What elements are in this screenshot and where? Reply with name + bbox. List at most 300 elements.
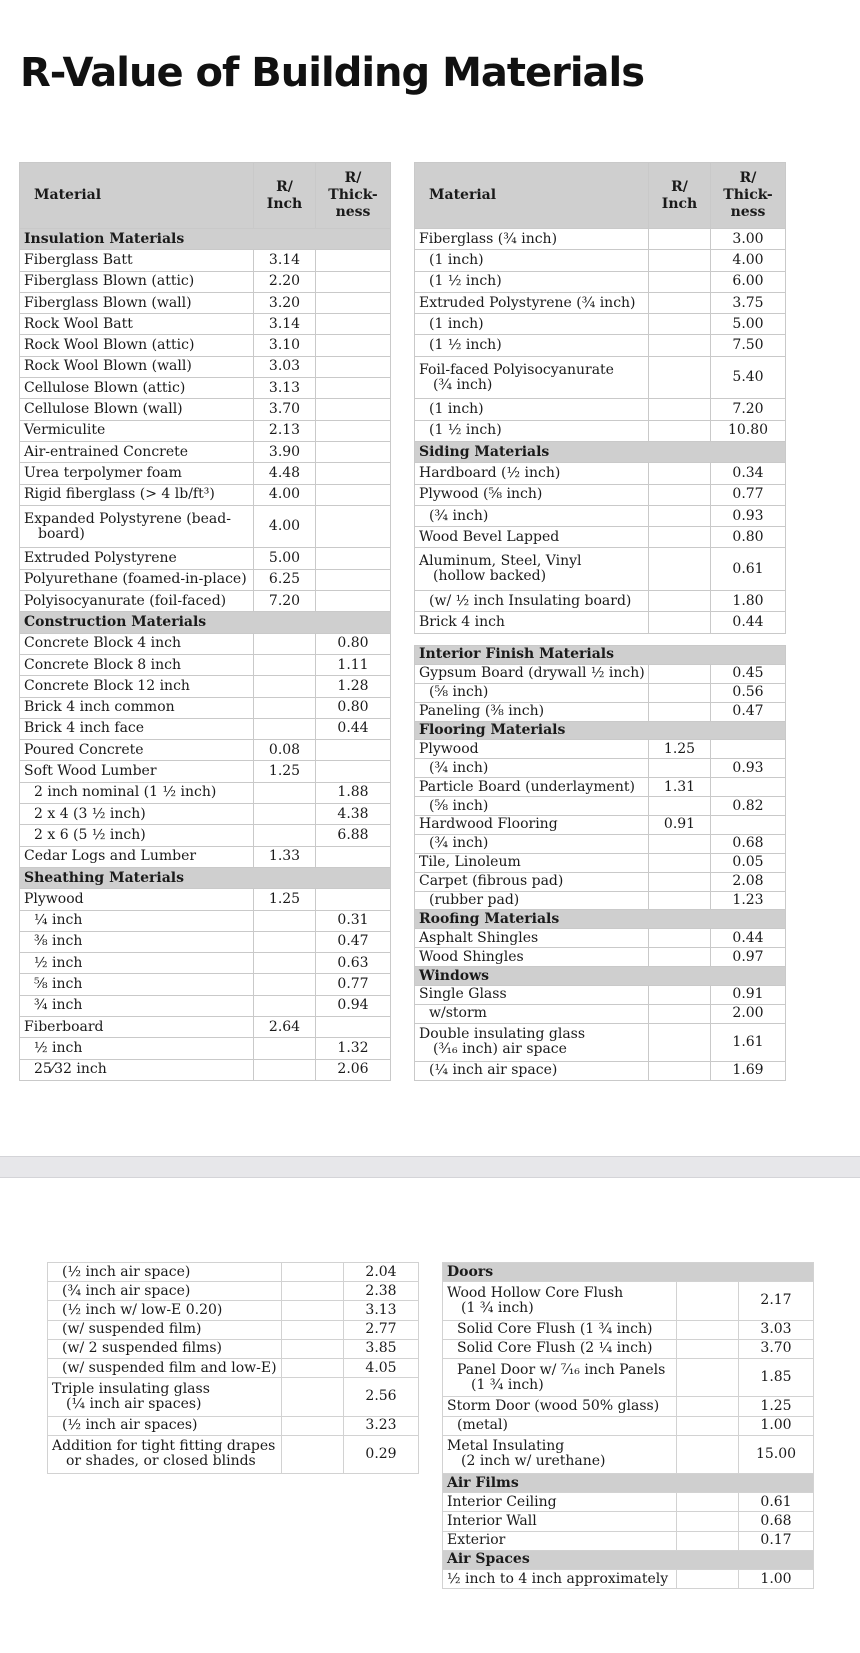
table-row <box>415 1061 786 1080</box>
r-per-thickness-value: 0.56 <box>711 683 786 702</box>
table-row <box>415 797 786 816</box>
table-row <box>415 612 786 633</box>
material-label: (w/ suspended film and low-E) <box>62 1359 277 1376</box>
material-label: Plywood <box>419 740 479 757</box>
r-per-thickness-value: 2.38 <box>344 1282 419 1301</box>
r-per-thickness-value: 7.20 <box>711 399 786 420</box>
r-per-thickness-value <box>316 846 391 867</box>
material-label: Addition for tight fitting drapes <box>52 1438 276 1455</box>
table-row <box>443 1512 814 1531</box>
section-header-row <box>415 967 786 986</box>
table-row <box>415 292 786 313</box>
r-per-inch-value <box>649 505 711 526</box>
material-name <box>20 505 254 548</box>
material-label: Rock Wool Blown (wall) <box>24 358 192 375</box>
r-per-inch-value <box>254 1059 316 1080</box>
material-name <box>415 612 649 633</box>
table-row <box>415 527 786 548</box>
r-per-thickness-value: 3.13 <box>344 1301 419 1320</box>
r-per-inch-value: 2.64 <box>254 1016 316 1037</box>
r-per-thickness-value: 3.00 <box>711 229 786 250</box>
r-per-thickness-value: 0.34 <box>711 463 786 484</box>
section-header-row <box>20 612 391 633</box>
table-row <box>20 250 391 271</box>
material-label: Wood Hollow Core Flush <box>447 1284 624 1301</box>
section-title: Air Films <box>443 1474 814 1493</box>
r-per-thickness-value: 2.04 <box>344 1263 419 1282</box>
material-label: ¼ inch <box>34 912 83 929</box>
r-per-inch-value <box>649 948 711 967</box>
r-per-inch-value <box>649 612 711 633</box>
material-label: Storm Door (wood 50% glass) <box>447 1397 660 1414</box>
section-header-row <box>415 646 786 665</box>
r-per-thickness-value: 2.77 <box>344 1320 419 1339</box>
material-label: Concrete Block 12 inch <box>24 677 190 694</box>
material-name <box>443 1416 677 1435</box>
material-label-continued: (2 inch w/ urethane) <box>461 1453 606 1470</box>
material-name <box>20 250 254 271</box>
r-per-inch-value: 2.20 <box>254 271 316 292</box>
table-row <box>415 399 786 420</box>
material-label: Brick 4 inch common <box>24 699 175 716</box>
material-label: Fiberglass Blown (attic) <box>24 273 195 290</box>
material-label: Concrete Block 8 inch <box>24 656 182 673</box>
r-per-thickness-value <box>316 420 391 441</box>
r-per-inch-value <box>649 314 711 335</box>
section-header-row <box>443 1550 814 1569</box>
r-per-thickness-value: 5.40 <box>711 356 786 399</box>
table-row <box>48 1416 419 1435</box>
material-name <box>20 1016 254 1037</box>
r-per-thickness-value <box>316 484 391 505</box>
r-per-inch-value <box>254 718 316 739</box>
material-name <box>415 271 649 292</box>
material-label: Solid Core Flush (2 ¼ inch) <box>457 1340 653 1357</box>
material-label: (w/ suspended film) <box>62 1321 202 1338</box>
r-per-thickness-value: 3.75 <box>711 292 786 313</box>
material-name <box>20 441 254 462</box>
material-name <box>20 314 254 335</box>
material-name <box>20 740 254 761</box>
material-label: Brick 4 inch <box>419 613 505 630</box>
r-per-thickness-value: 0.97 <box>711 948 786 967</box>
material-label: Rock Wool Blown (attic) <box>24 337 195 354</box>
table-row <box>443 1493 814 1512</box>
table-row <box>415 250 786 271</box>
material-label: (rubber pad) <box>429 892 520 909</box>
material-name <box>20 591 254 612</box>
table-row <box>415 591 786 612</box>
r-per-inch-value <box>254 931 316 952</box>
material-name <box>443 1570 677 1589</box>
material-name <box>415 702 649 721</box>
r-per-thickness-value: 2.06 <box>316 1059 391 1080</box>
r-per-thickness-value <box>316 463 391 484</box>
table-row <box>415 816 786 835</box>
material-name <box>48 1358 282 1377</box>
material-label: Foil-faced Polyisocyanurate <box>419 361 614 378</box>
section-header-row <box>443 1263 814 1282</box>
material-name <box>415 759 649 778</box>
r-per-inch-value <box>649 250 711 271</box>
r-value-table-bottom-left <box>47 1262 419 1474</box>
r-per-thickness-value <box>316 378 391 399</box>
material-name <box>20 974 254 995</box>
table-row <box>20 953 391 974</box>
r-per-inch-value <box>677 1397 739 1416</box>
section-header-row <box>443 1474 814 1493</box>
material-label-continued: (¼ inch air spaces) <box>66 1395 202 1412</box>
material-label: Wood Bevel Lapped <box>419 528 560 545</box>
table-row <box>20 910 391 931</box>
table-row <box>415 948 786 967</box>
material-name <box>415 740 649 759</box>
r-per-inch-value: 4.00 <box>254 505 316 548</box>
r-per-thickness-value: 0.31 <box>316 910 391 931</box>
material-name <box>415 816 649 835</box>
table-row <box>20 995 391 1016</box>
material-label: Expanded Polystyrene (bead- <box>24 510 231 527</box>
r-per-inch-value <box>649 872 711 891</box>
r-per-inch-value <box>677 1320 739 1339</box>
r-per-thickness-value: 1.28 <box>316 676 391 697</box>
material-label: Cellulose Blown (wall) <box>24 401 183 418</box>
table-row <box>20 761 391 782</box>
r-per-thickness-value <box>316 740 391 761</box>
material-name <box>20 654 254 675</box>
r-value-table-left <box>19 162 391 1081</box>
r-per-inch-value <box>649 1023 711 1061</box>
r-per-inch-value <box>649 335 711 356</box>
material-name <box>443 1531 677 1550</box>
section-title: Interior Finish Materials <box>415 646 786 665</box>
material-name <box>20 718 254 739</box>
r-per-inch-value <box>282 1339 344 1358</box>
table-row <box>20 633 391 654</box>
r-per-inch-value <box>649 548 711 591</box>
material-label: Polyisocyanurate (foil-faced) <box>24 592 227 609</box>
material-label: ½ inch to 4 inch approximately <box>447 1570 669 1587</box>
table-row <box>443 1397 814 1416</box>
material-label: Extruded Polystyrene <box>24 550 177 567</box>
material-name <box>415 891 649 910</box>
table-row <box>415 420 786 441</box>
material-label: (½ inch w/ low-E 0.20) <box>62 1301 223 1318</box>
r-per-thickness-value: 6.88 <box>316 825 391 846</box>
material-name <box>20 761 254 782</box>
material-label: ½ inch <box>34 1039 83 1056</box>
table-row <box>415 740 786 759</box>
table-row <box>20 420 391 441</box>
table-row <box>20 484 391 505</box>
table-row <box>20 889 391 910</box>
material-label: Concrete Block 4 inch <box>24 635 182 652</box>
section-header-row <box>20 867 391 888</box>
material-name <box>48 1378 282 1416</box>
material-name <box>415 797 649 816</box>
table-row <box>48 1378 419 1416</box>
r-per-inch-value <box>254 782 316 803</box>
r-per-inch-value <box>649 1004 711 1023</box>
material-name <box>443 1435 677 1473</box>
r-per-thickness-value: 0.77 <box>711 484 786 505</box>
section-title: Doors <box>443 1263 814 1282</box>
r-per-inch-value <box>254 953 316 974</box>
table-row <box>415 1004 786 1023</box>
r-per-thickness-value: 0.47 <box>316 931 391 952</box>
table-row <box>20 782 391 803</box>
column-header-material: Material <box>20 163 254 229</box>
material-name <box>20 846 254 867</box>
material-name <box>415 778 649 797</box>
table-row <box>20 569 391 590</box>
material-label: Interior Wall <box>447 1513 537 1530</box>
table-row <box>415 778 786 797</box>
material-name <box>20 889 254 910</box>
table-row <box>20 846 391 867</box>
r-per-inch-value: 0.08 <box>254 740 316 761</box>
r-per-thickness-value: 0.47 <box>711 702 786 721</box>
material-name <box>415 664 649 683</box>
r-per-inch-value <box>649 591 711 612</box>
r-per-thickness-value: 1.00 <box>739 1416 814 1435</box>
material-label: Single Glass <box>419 986 507 1003</box>
material-name <box>48 1435 282 1473</box>
r-per-inch-value <box>649 356 711 399</box>
r-per-thickness-value: 1.61 <box>711 1023 786 1061</box>
r-per-inch-value <box>649 664 711 683</box>
material-label: ⅜ inch <box>34 933 83 950</box>
material-label: 25⁄32 inch <box>34 1061 107 1078</box>
table-row <box>48 1435 419 1473</box>
r-per-inch-value <box>254 1038 316 1059</box>
material-label: w/storm <box>429 1005 487 1022</box>
column-header-r-per-thickness: R/ Thick- ness <box>711 163 786 229</box>
material-name <box>48 1416 282 1435</box>
r-per-thickness-value: 0.68 <box>739 1512 814 1531</box>
r-per-thickness-value: 3.23 <box>344 1416 419 1435</box>
material-name <box>20 633 254 654</box>
material-label-continued: (1 ¾ inch) <box>461 1299 534 1316</box>
material-label: Rock Wool Batt <box>24 315 133 332</box>
table-row <box>20 356 391 377</box>
material-label: Asphalt Shingles <box>419 929 539 946</box>
material-name <box>415 1004 649 1023</box>
table-row <box>48 1263 419 1282</box>
material-name <box>20 420 254 441</box>
table-row <box>20 271 391 292</box>
material-name <box>415 484 649 505</box>
r-per-inch-value <box>254 697 316 718</box>
material-label: (metal) <box>457 1417 508 1434</box>
r-per-thickness-value: 0.82 <box>711 797 786 816</box>
r-per-thickness-value: 0.93 <box>711 505 786 526</box>
material-label: Cellulose Blown (attic) <box>24 379 186 396</box>
material-name <box>48 1282 282 1301</box>
r-per-inch-value <box>649 271 711 292</box>
r-per-thickness-value <box>711 740 786 759</box>
r-per-inch-value: 7.20 <box>254 591 316 612</box>
table-row <box>443 1320 814 1339</box>
material-label-continued: (³⁄₁₆ inch) air space <box>433 1041 567 1058</box>
material-name <box>20 484 254 505</box>
material-name <box>415 834 649 853</box>
table-row <box>443 1570 814 1589</box>
r-per-inch-value: 3.20 <box>254 292 316 313</box>
material-label: Cedar Logs and Lumber <box>24 848 197 865</box>
table-row <box>20 591 391 612</box>
section-title: Air Spaces <box>443 1550 814 1569</box>
material-name <box>20 1038 254 1059</box>
material-name <box>415 1061 649 1080</box>
material-label: (¾ inch) <box>429 507 489 524</box>
section-header-row <box>415 910 786 929</box>
table-row <box>20 697 391 718</box>
material-label: Interior Ceiling <box>447 1493 557 1510</box>
table-row <box>48 1301 419 1320</box>
r-per-inch-value: 4.00 <box>254 484 316 505</box>
table-row <box>415 335 786 356</box>
column-header-r-per-inch: R/ Inch <box>254 163 316 229</box>
table-row <box>20 314 391 335</box>
material-name <box>415 591 649 612</box>
material-name <box>415 229 649 250</box>
material-name <box>20 910 254 931</box>
table-row <box>20 378 391 399</box>
material-name <box>415 463 649 484</box>
r-per-inch-value: 4.48 <box>254 463 316 484</box>
table-row <box>443 1339 814 1358</box>
material-name <box>415 872 649 891</box>
table-row <box>443 1282 814 1320</box>
material-label: Tile, Linoleum <box>419 854 521 871</box>
material-name <box>443 1512 677 1531</box>
table-row <box>20 1016 391 1037</box>
material-label: 2 x 4 (3 ½ inch) <box>34 805 146 822</box>
table-row <box>415 891 786 910</box>
material-name <box>20 697 254 718</box>
r-per-thickness-value: 2.56 <box>344 1378 419 1416</box>
section-header-row <box>415 721 786 740</box>
material-name <box>20 335 254 356</box>
material-label: Wood Shingles <box>419 948 524 965</box>
r-per-thickness-value <box>316 889 391 910</box>
section-header-row <box>20 229 391 250</box>
material-name <box>20 463 254 484</box>
r-per-thickness-value: 1.11 <box>316 654 391 675</box>
table-row <box>415 505 786 526</box>
page-divider <box>0 1156 860 1178</box>
material-name <box>20 782 254 803</box>
r-per-thickness-value <box>316 271 391 292</box>
material-name <box>48 1320 282 1339</box>
table-row <box>48 1358 419 1377</box>
material-name <box>415 683 649 702</box>
r-per-inch-value <box>677 1512 739 1531</box>
material-name <box>415 1023 649 1061</box>
r-per-thickness-value: 7.50 <box>711 335 786 356</box>
material-label: Extruded Polystyrene (¾ inch) <box>419 294 636 311</box>
r-per-inch-value <box>282 1320 344 1339</box>
r-per-inch-value <box>677 1531 739 1550</box>
material-name <box>20 548 254 569</box>
material-label: 2 x 6 (5 ½ inch) <box>34 826 146 843</box>
table-row <box>415 548 786 591</box>
r-per-thickness-value: 4.00 <box>711 250 786 271</box>
material-label: Aluminum, Steel, Vinyl <box>419 553 582 570</box>
r-per-inch-value <box>649 929 711 948</box>
table-row <box>20 505 391 548</box>
r-per-inch-value: 1.25 <box>649 740 711 759</box>
table-row <box>20 1059 391 1080</box>
material-name <box>20 1059 254 1080</box>
r-per-thickness-value: 0.17 <box>739 1531 814 1550</box>
section-title: Construction Materials <box>20 612 391 633</box>
material-name <box>20 569 254 590</box>
r-per-inch-value <box>677 1416 739 1435</box>
table-row <box>20 441 391 462</box>
table-row <box>20 974 391 995</box>
material-label: Triple insulating glass <box>52 1380 210 1397</box>
page-title: R-Value of Building Materials <box>20 50 645 96</box>
table-row <box>415 834 786 853</box>
r-per-inch-value <box>649 853 711 872</box>
section-title: Roofing Materials <box>415 910 786 929</box>
r-per-thickness-value <box>316 399 391 420</box>
material-label: Vermiculite <box>24 422 106 439</box>
material-label: (¾ inch) <box>429 759 489 776</box>
r-per-thickness-value: 1.88 <box>316 782 391 803</box>
material-name <box>48 1263 282 1282</box>
r-per-thickness-value: 0.44 <box>711 929 786 948</box>
material-label: Fiberglass Blown (wall) <box>24 294 192 311</box>
column-header-material: Material <box>415 163 649 229</box>
material-label: Paneling (⅜ inch) <box>419 703 545 720</box>
r-per-thickness-value <box>316 335 391 356</box>
table-row <box>20 292 391 313</box>
material-name <box>415 948 649 967</box>
material-label: (1 inch) <box>429 401 484 418</box>
material-label: Particle Board (underlayment) <box>419 778 635 795</box>
table-row <box>20 740 391 761</box>
material-label: (w/ 2 suspended films) <box>62 1340 223 1357</box>
r-per-thickness-value: 0.61 <box>711 548 786 591</box>
material-label: Hardwood Flooring <box>419 816 558 833</box>
r-per-inch-value <box>649 702 711 721</box>
r-per-thickness-value <box>316 441 391 462</box>
material-name <box>443 1397 677 1416</box>
r-per-thickness-value: 10.80 <box>711 420 786 441</box>
material-name <box>20 931 254 952</box>
material-name <box>415 853 649 872</box>
material-label: Soft Wood Lumber <box>24 763 157 780</box>
material-label: (⅝ inch) <box>429 797 489 814</box>
table-row <box>20 463 391 484</box>
r-per-thickness-value: 3.70 <box>739 1339 814 1358</box>
r-per-inch-value <box>254 995 316 1016</box>
table-row <box>48 1282 419 1301</box>
r-per-thickness-value: 1.00 <box>739 1570 814 1589</box>
material-label: (1 inch) <box>429 251 484 268</box>
r-per-thickness-value: 3.03 <box>739 1320 814 1339</box>
material-label: Fiberglass Batt <box>24 251 133 268</box>
r-per-thickness-value: 15.00 <box>739 1435 814 1473</box>
r-per-inch-value <box>677 1358 739 1396</box>
material-name <box>415 929 649 948</box>
material-label: (¾ inch air space) <box>62 1282 191 1299</box>
r-per-inch-value: 1.33 <box>254 846 316 867</box>
table-row <box>20 1038 391 1059</box>
